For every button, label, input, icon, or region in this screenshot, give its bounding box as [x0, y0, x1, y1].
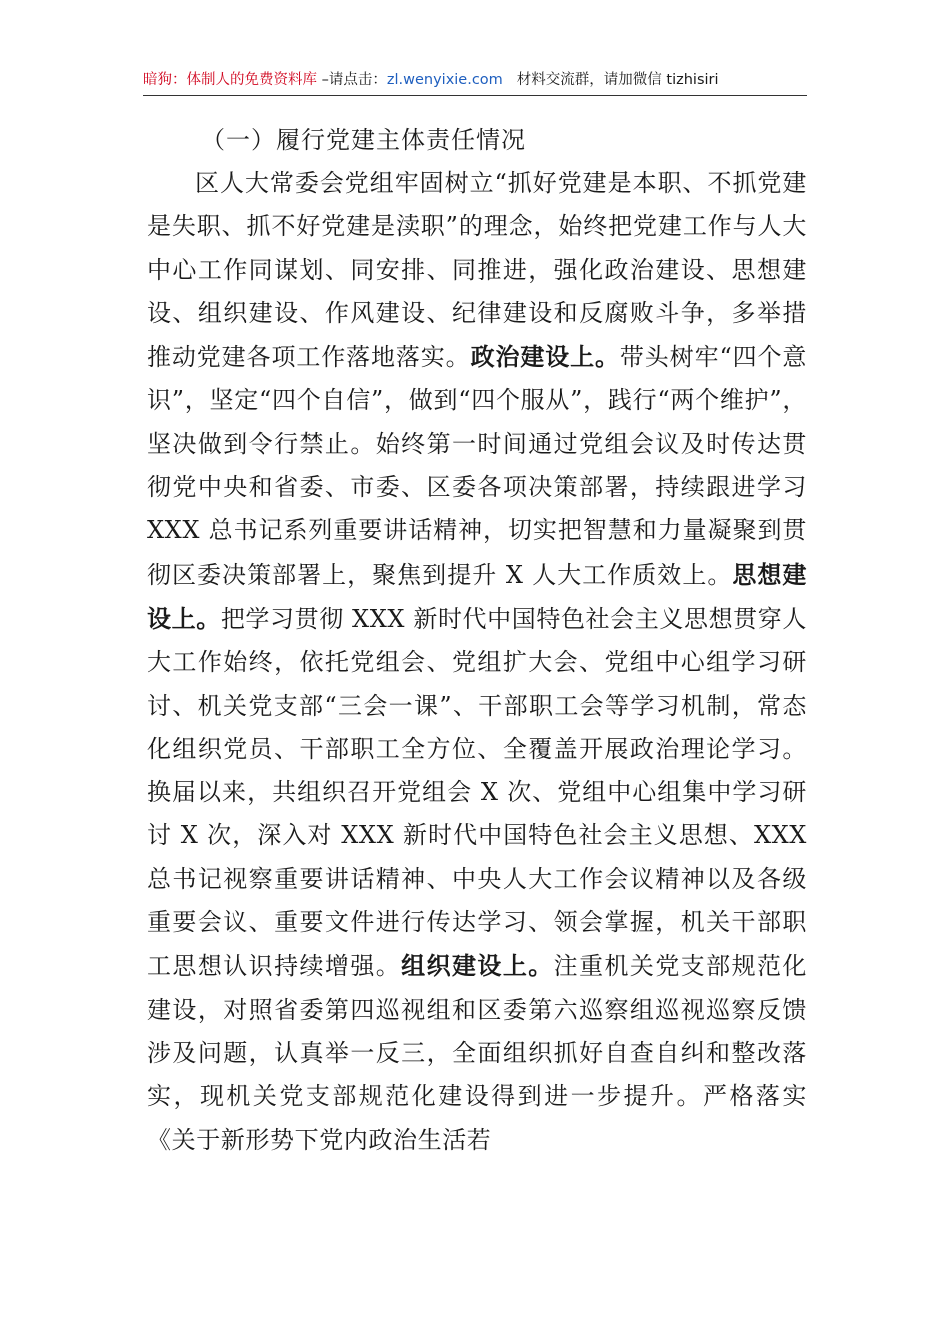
header-brand: 暗狗：体制人的免费资料库 [143, 72, 317, 88]
paragraph-text: 注重机关党支部规范化建设，对照省委第四巡视组和区委第六巡察组巡视巡察反馈涉及问题，认真举一反三，全面组织抓好自查自纠和整改落实，现机关党支部规范化建设得到进一步提升。严格落实《关于新形势下党内政治生活若 [147, 952, 807, 1154]
header-divider [143, 95, 807, 96]
paragraph-text: 区人大常委会党组牢固树立“抓好党建是本职、不抓党建是失职、抓不好党建是渎职”的理念，始终把党建工作与人大中心工作同谋划、同安排、同推进，强化政治建设、思想建设、组织建设、作风建设、纪律建设和反腐败斗争，多举措推动党建各项工作落地落实。 [147, 169, 807, 372]
header-note: 材料交流群，请加微信 tizhisiri [516, 72, 719, 88]
paragraph-text: 把学习贯彻 XXX 新时代中国特色社会主义思想贯穿人大工作始终，依托党组会、党组扩大会、党组中心组学习研讨、机关党支部“三会一课”、干部职工会等学习机制，常态化组织党员、干部职工全方位、全覆盖开展政治理论学习。换届以来，共组织召开党组会 X 次、党组中心组集中学习研讨 X 次，深入对 XXX 新时代中国特色社会主义思想、XXX 总书记视察重要讲话精神、中央人大工作会议精神以及各级重要会议、重要文件进行传达学习、领会掌握，机关干部职工思想认识持续增强。 [147, 604, 807, 981]
subheading-ideological: 思想建设上。 [147, 559, 807, 633]
page-header [143, 70, 807, 90]
subheading-organizational: 组织建设上。 [401, 951, 554, 981]
body-paragraph [147, 162, 807, 1162]
paragraph-text: 带头树牢“四个意识”，坚定“四个自信”，做到“四个服从”，践行“两个维护”，坚决做到令行禁止。始终第一时间通过党组会议及时传达贯彻党中央和省委、市委、区委各项决策部署，持续跟进学习 XXX 总书记系列重要讲话精神，切实把智慧和力量凝聚到贯彻区委决策部署上，聚焦到提升 X 人大工作质效上。 [147, 343, 807, 589]
subheading-political: 政治建设上。 [470, 342, 620, 372]
document-body [147, 118, 807, 1162]
header-prompt: –请点击： [317, 72, 387, 88]
header-link[interactable]: zl.wenyixie.com [386, 72, 503, 88]
section-heading: （一）履行党建主体责任情况 [201, 126, 526, 154]
